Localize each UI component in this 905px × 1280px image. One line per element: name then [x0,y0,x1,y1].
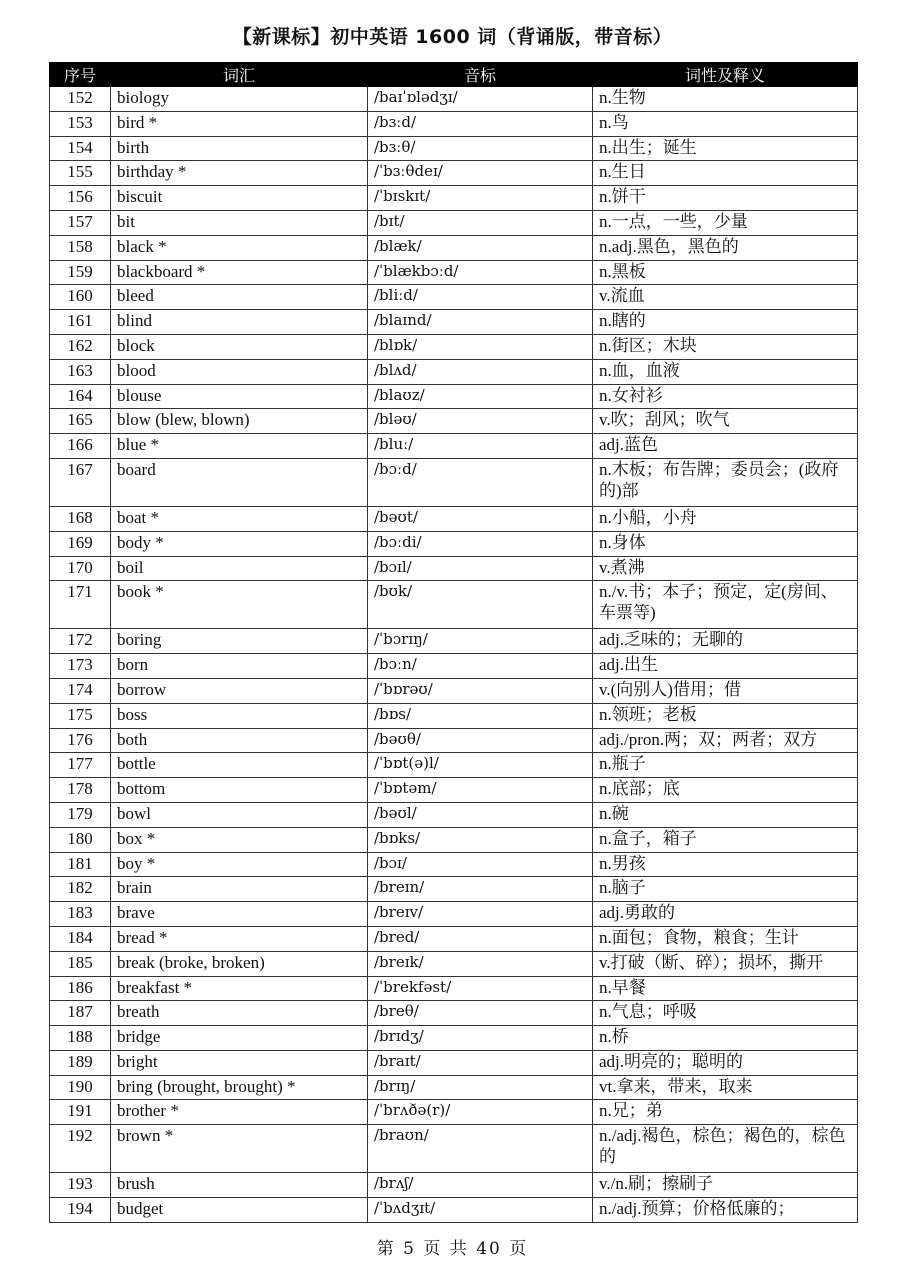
cell-definition: n.男孩 [593,852,858,877]
cell-number: 187 [50,1001,111,1026]
cell-number: 172 [50,629,111,654]
table-row [50,87,858,112]
header-number: 序号 [50,63,111,87]
cell-number: 173 [50,654,111,679]
cell-phonetic: /bəʊl/ [368,802,593,827]
cell-phonetic: /bɒs/ [368,703,593,728]
table-row [50,434,858,459]
table-row [50,951,858,976]
cell-word: blouse [111,384,368,409]
cell-definition: adj.蓝色 [593,434,858,459]
cell-definition: n.早餐 [593,976,858,1001]
cell-definition: n.一点，一些，少量 [593,210,858,235]
cell-word: biology [111,87,368,112]
cell-definition: n.盒子，箱子 [593,827,858,852]
cell-definition: n.出生；诞生 [593,136,858,161]
table-row [50,728,858,753]
table-row [50,976,858,1001]
cell-definition: n.街区；木块 [593,334,858,359]
cell-word: body * [111,531,368,556]
cell-number: 166 [50,434,111,459]
cell-word: brown * [111,1125,368,1173]
cell-number: 169 [50,531,111,556]
table-row [50,802,858,827]
cell-phonetic: /bɔːn/ [368,654,593,679]
cell-definition: n.面包；食物，粮食；生计 [593,926,858,951]
cell-word: blood [111,359,368,384]
cell-definition: n.血，血液 [593,359,858,384]
cell-definition: n.饼干 [593,186,858,211]
cell-phonetic: /ˈbʌdʒɪt/ [368,1198,593,1223]
cell-phonetic: /blɒk/ [368,334,593,359]
table-row [50,285,858,310]
table-row [50,409,858,434]
cell-word: brave [111,902,368,927]
table-row [50,458,858,506]
cell-definition: n./v.书；本子；预定，定(房间、车票等) [593,581,858,629]
cell-word: break (broke, broken) [111,951,368,976]
table-row [50,1198,858,1223]
cell-word: bridge [111,1026,368,1051]
cell-number: 157 [50,210,111,235]
cell-definition: n.碗 [593,802,858,827]
table-row [50,506,858,531]
cell-number: 167 [50,458,111,506]
cell-number: 161 [50,310,111,335]
cell-word: bit [111,210,368,235]
cell-phonetic: /ˈbɒrəʊ/ [368,678,593,703]
cell-number: 192 [50,1125,111,1173]
table-row [50,654,858,679]
cell-number: 168 [50,506,111,531]
cell-number: 153 [50,111,111,136]
cell-definition: n.生日 [593,161,858,186]
cell-number: 154 [50,136,111,161]
table-row [50,186,858,211]
cell-word: boat * [111,506,368,531]
cell-definition: n.气息；呼吸 [593,1001,858,1026]
cell-number: 188 [50,1026,111,1051]
cell-number: 185 [50,951,111,976]
cell-word: budget [111,1198,368,1223]
cell-phonetic: /braɪt/ [368,1050,593,1075]
table-row [50,136,858,161]
cell-word: bowl [111,802,368,827]
cell-word: block [111,334,368,359]
cell-number: 176 [50,728,111,753]
cell-number: 194 [50,1198,111,1223]
cell-phonetic: /ˈbɒt(ə)l/ [368,753,593,778]
cell-phonetic: /bɒks/ [368,827,593,852]
cell-word: brain [111,877,368,902]
cell-definition: n.领班；老板 [593,703,858,728]
cell-word: blind [111,310,368,335]
cell-number: 191 [50,1100,111,1125]
cell-definition: n.兄；弟 [593,1100,858,1125]
cell-definition: n.身体 [593,531,858,556]
table-body [50,87,858,1223]
cell-word: bottom [111,778,368,803]
cell-definition: v.吹；刮风；吹气 [593,409,858,434]
cell-phonetic: /brɪŋ/ [368,1075,593,1100]
table-header-row [50,63,858,87]
cell-number: 183 [50,902,111,927]
cell-word: bread * [111,926,368,951]
table-row [50,1173,858,1198]
cell-word: breath [111,1001,368,1026]
cell-number: 181 [50,852,111,877]
cell-definition: n.瞎的 [593,310,858,335]
cell-definition: n./adj.褐色，棕色；褐色的，棕色的 [593,1125,858,1173]
cell-number: 174 [50,678,111,703]
header-phonetic: 音标 [368,63,593,87]
cell-definition: adj.乏味的；无聊的 [593,629,858,654]
cell-phonetic: /ˈbrekfəst/ [368,976,593,1001]
table-row [50,1100,858,1125]
cell-definition: n.生物 [593,87,858,112]
table-row [50,111,858,136]
cell-phonetic: /bləʊ/ [368,409,593,434]
cell-phonetic: /bɜːd/ [368,111,593,136]
cell-phonetic: /bɪt/ [368,210,593,235]
table-row [50,753,858,778]
cell-phonetic: /bɔɪ/ [368,852,593,877]
header-word: 词汇 [111,63,368,87]
cell-phonetic: /bɔɪl/ [368,556,593,581]
cell-definition: n.黑板 [593,260,858,285]
table-row [50,260,858,285]
cell-phonetic: /breθ/ [368,1001,593,1026]
page-title: 【新课标】初中英语 1600 词（背诵版，带音标） [232,26,673,48]
cell-number: 160 [50,285,111,310]
cell-phonetic: /breɪn/ [368,877,593,902]
table-row [50,359,858,384]
page-footer: 第 5 页 共 40 页 [376,1239,529,1259]
cell-definition: n.底部；底 [593,778,858,803]
table-row [50,161,858,186]
table-row [50,210,858,235]
cell-word: blow (blew, blown) [111,409,368,434]
table-row [50,310,858,335]
cell-definition: v.(向别人)借用；借 [593,678,858,703]
table-row [50,384,858,409]
cell-number: 158 [50,235,111,260]
cell-number: 177 [50,753,111,778]
cell-phonetic: /blaʊz/ [368,384,593,409]
cell-word: boy * [111,852,368,877]
table-row [50,531,858,556]
cell-number: 182 [50,877,111,902]
cell-definition: n.脑子 [593,877,858,902]
cell-word: born [111,654,368,679]
cell-word: brother * [111,1100,368,1125]
cell-phonetic: /bɜːθ/ [368,136,593,161]
cell-phonetic: /bɔːdi/ [368,531,593,556]
cell-phonetic: /bəʊθ/ [368,728,593,753]
cell-number: 180 [50,827,111,852]
table-row [50,902,858,927]
cell-number: 155 [50,161,111,186]
cell-phonetic: /braʊn/ [368,1125,593,1173]
cell-number: 152 [50,87,111,112]
cell-number: 186 [50,976,111,1001]
cell-number: 189 [50,1050,111,1075]
table-row [50,877,858,902]
table-row [50,581,858,629]
cell-phonetic: /bɔːd/ [368,458,593,506]
cell-word: bottle [111,753,368,778]
cell-word: biscuit [111,186,368,211]
cell-phonetic: /ˈblækbɔːd/ [368,260,593,285]
cell-phonetic: /blaɪnd/ [368,310,593,335]
cell-definition: vt.拿来，带来，取来 [593,1075,858,1100]
cell-word: breakfast * [111,976,368,1001]
table-row [50,1075,858,1100]
cell-word: bird * [111,111,368,136]
cell-phonetic: /blæk/ [368,235,593,260]
cell-number: 164 [50,384,111,409]
cell-word: birth [111,136,368,161]
cell-word: bleed [111,285,368,310]
cell-phonetic: /bluː/ [368,434,593,459]
cell-number: 190 [50,1075,111,1100]
cell-number: 193 [50,1173,111,1198]
cell-word: box * [111,827,368,852]
cell-word: boring [111,629,368,654]
table-row [50,334,858,359]
table-row [50,1026,858,1051]
cell-definition: n.女衬衫 [593,384,858,409]
cell-definition: v./n.刷；擦刷子 [593,1173,858,1198]
cell-definition: n.鸟 [593,111,858,136]
table-row [50,1050,858,1075]
cell-number: 163 [50,359,111,384]
cell-definition: v.煮沸 [593,556,858,581]
vocabulary-table [49,62,858,1223]
cell-number: 184 [50,926,111,951]
cell-number: 165 [50,409,111,434]
cell-phonetic: /breɪv/ [368,902,593,927]
table-row [50,703,858,728]
cell-phonetic: /ˈbɔrɪŋ/ [368,629,593,654]
cell-word: both [111,728,368,753]
cell-word: borrow [111,678,368,703]
cell-word: blue * [111,434,368,459]
cell-number: 156 [50,186,111,211]
cell-phonetic: /bliːd/ [368,285,593,310]
cell-definition: adj./pron.两；双；两者；双方 [593,728,858,753]
cell-phonetic: /blʌd/ [368,359,593,384]
cell-phonetic: /ˈbɒtəm/ [368,778,593,803]
cell-definition: n.小船，小舟 [593,506,858,531]
cell-phonetic: /brɪdʒ/ [368,1026,593,1051]
cell-word: boil [111,556,368,581]
table-row [50,926,858,951]
table-row [50,235,858,260]
cell-definition: n.桥 [593,1026,858,1051]
cell-number: 171 [50,581,111,629]
cell-word: black * [111,235,368,260]
table-row [50,678,858,703]
cell-phonetic: /ˈbɜːθdeɪ/ [368,161,593,186]
cell-definition: n./adj.预算；价格低廉的； [593,1198,858,1223]
cell-number: 179 [50,802,111,827]
cell-phonetic: /baɪˈɒlədʒɪ/ [368,87,593,112]
cell-word: board [111,458,368,506]
header-definition: 词性及释义 [593,63,858,87]
cell-definition: adj.出生 [593,654,858,679]
cell-word: brush [111,1173,368,1198]
cell-definition: n.adj.黑色，黑色的 [593,235,858,260]
cell-number: 170 [50,556,111,581]
cell-word: boss [111,703,368,728]
cell-number: 159 [50,260,111,285]
table-row [50,556,858,581]
cell-phonetic: /ˈbrʌðə(r)/ [368,1100,593,1125]
cell-word: birthday * [111,161,368,186]
cell-number: 175 [50,703,111,728]
table-row [50,1001,858,1026]
cell-word: blackboard * [111,260,368,285]
cell-number: 162 [50,334,111,359]
table-row [50,778,858,803]
cell-word: bring (brought, brought) * [111,1075,368,1100]
cell-definition: n.瓶子 [593,753,858,778]
cell-number: 178 [50,778,111,803]
cell-definition: n.木板；布告牌；委员会；(政府的)部 [593,458,858,506]
table-row [50,1125,858,1173]
cell-word: bright [111,1050,368,1075]
cell-definition: v.打破（断、碎）；损坏，撕开 [593,951,858,976]
cell-phonetic: /ˈbɪskɪt/ [368,186,593,211]
cell-phonetic: /bred/ [368,926,593,951]
cell-phonetic: /breɪk/ [368,951,593,976]
table-row [50,852,858,877]
table-row [50,827,858,852]
cell-definition: adj.勇敢的 [593,902,858,927]
table-row [50,629,858,654]
cell-definition: adj.明亮的；聪明的 [593,1050,858,1075]
cell-word: book * [111,581,368,629]
cell-phonetic: /bəʊt/ [368,506,593,531]
cell-phonetic: /bʊk/ [368,581,593,629]
cell-definition: v.流血 [593,285,858,310]
cell-phonetic: /brʌʃ/ [368,1173,593,1198]
